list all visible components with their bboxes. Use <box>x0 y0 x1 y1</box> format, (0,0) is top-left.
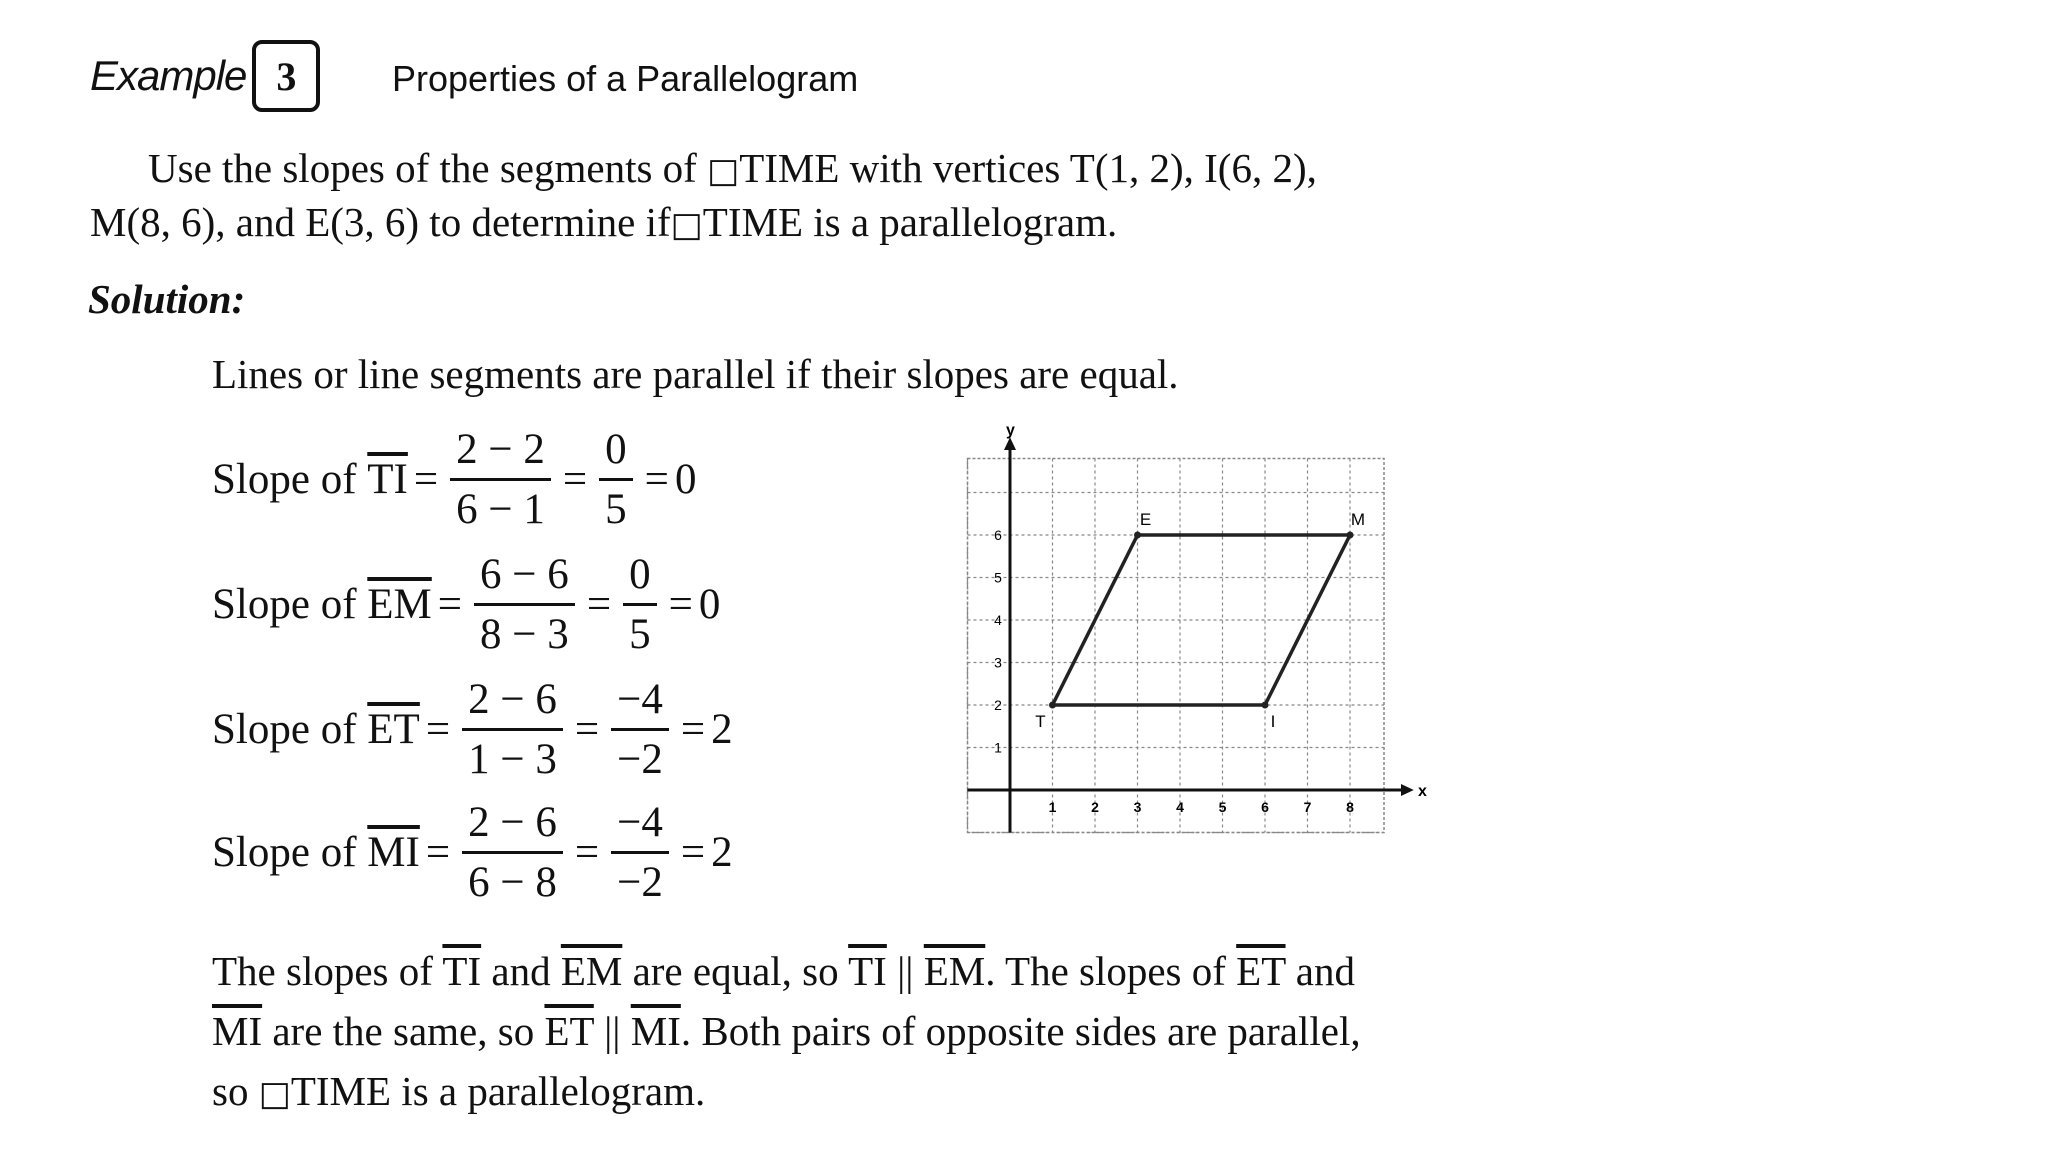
shape-name: TIME <box>739 145 840 191</box>
conclusion-line-2 <box>212 1005 1361 1057</box>
problem-text: M(8, 6), and E(3, 6) to determine if <box>90 199 671 245</box>
vertex-point <box>1262 702 1269 709</box>
x-tick-label: 3 <box>1133 799 1142 815</box>
y-tick-label: 2 <box>994 697 1002 713</box>
fraction <box>599 425 633 534</box>
shape-name: TIME <box>290 1068 392 1114</box>
fraction <box>611 798 669 907</box>
y-axis-arrow-icon <box>1004 437 1016 450</box>
fraction <box>462 675 563 784</box>
numerator: 0 <box>605 426 627 473</box>
fraction <box>611 675 669 784</box>
problem-text: is a parallelogram. <box>813 199 1118 245</box>
numerator: −4 <box>617 676 663 723</box>
numerator: 2 − 6 <box>468 676 557 723</box>
equals-sign: = <box>437 581 463 628</box>
segment-name: $\overline{MI}$ <box>630 1008 681 1054</box>
example-heading <box>90 40 320 112</box>
conclusion-line-1 <box>212 945 1355 997</box>
fraction <box>462 798 563 907</box>
parallelogram-symbol: □ <box>258 1074 291 1114</box>
conclusion-text: are the same, so <box>272 1008 535 1054</box>
denominator: 6 − 8 <box>468 859 557 906</box>
graph-grid <box>968 459 1385 833</box>
equals-sign: = <box>680 829 706 876</box>
numerator: 2 − 6 <box>468 799 557 846</box>
segment-name: $\overline{TI}$ <box>442 948 482 994</box>
numerator: 6 − 6 <box>480 551 569 598</box>
equals-sign: = <box>413 456 439 503</box>
slope-prefix: Slope of <box>212 456 357 503</box>
denominator: 6 − 1 <box>456 486 545 533</box>
vertex-label: M <box>1350 510 1366 529</box>
equals-sign: = <box>425 706 451 753</box>
graph-ticks <box>994 527 1354 815</box>
slope-result: 2 <box>711 706 733 753</box>
x-tick-label: 8 <box>1346 799 1354 815</box>
conclusion-text: so <box>212 1068 249 1114</box>
segment-name: $\overline{TI}$ <box>367 456 408 503</box>
slope-equation <box>212 798 733 907</box>
denominator: −2 <box>617 736 663 783</box>
slope-equation <box>212 675 733 784</box>
y-tick-label: 5 <box>994 569 1002 586</box>
conclusion-line-3 <box>212 1065 705 1120</box>
x-tick-label: 5 <box>1218 799 1227 815</box>
segment-name: $\overline{EM}$ <box>560 948 623 994</box>
denominator: 1 − 3 <box>468 736 557 783</box>
conclusion-text: . Both pairs of opposite sides are parallel, <box>680 1008 1361 1054</box>
x-tick-label: 4 <box>1176 799 1184 815</box>
segment-name: $\overline{TI}$ <box>848 948 887 994</box>
fraction <box>623 550 657 659</box>
vertex-point <box>1049 702 1056 709</box>
segment-name: $\overline{MI}$ <box>367 829 420 876</box>
vertex-point <box>1347 532 1354 539</box>
x-axis-label: x <box>1418 783 1427 800</box>
denominator: 5 <box>629 611 651 658</box>
problem-text: with vertices T(1, 2), I(6, 2), <box>849 145 1317 191</box>
segment-name: $\overline{ET}$ <box>1236 948 1286 994</box>
segment-name: $\overline{EM}$ <box>367 581 432 628</box>
problem-line-1 <box>148 142 1317 197</box>
vertex-label: E <box>1139 510 1152 529</box>
denominator: −2 <box>617 859 663 906</box>
fraction <box>450 425 551 534</box>
lesson-title: Properties of a Parallelogram <box>392 58 859 99</box>
solution-label: Solution: <box>88 276 246 322</box>
conclusion-text: and <box>1295 948 1355 994</box>
segment-name: $\overline{MI}$ <box>212 1008 263 1054</box>
equals-sign: = <box>574 829 600 876</box>
parallel-rule: Lines or line segments are parallel if their slopes are equal. <box>212 351 1179 397</box>
y-tick-label: 3 <box>994 654 1002 671</box>
problem-text: Use the slopes of the segments of <box>148 145 697 191</box>
conclusion-text: are equal, so <box>632 948 839 994</box>
numerator: −4 <box>617 799 663 846</box>
equals-sign: = <box>668 581 693 628</box>
vertex-point <box>1134 532 1141 539</box>
y-tick-label: 1 <box>994 739 1002 756</box>
equals-sign: = <box>574 706 600 753</box>
x-tick-label: 1 <box>1048 799 1057 815</box>
slope-result: 0 <box>674 456 697 503</box>
example-number-badge: 3 <box>252 40 320 112</box>
parallel-symbol: || <box>604 1008 621 1054</box>
coordinate-graph <box>960 422 1427 840</box>
equals-sign: = <box>562 456 588 503</box>
slope-prefix: Slope of <box>212 581 357 628</box>
slope-result: 0 <box>698 581 721 628</box>
shape-name: TIME <box>702 199 803 245</box>
slope-equation <box>212 550 720 659</box>
conclusion-text: The slopes of <box>212 948 433 994</box>
y-tick-label: 6 <box>994 527 1002 543</box>
parallel-symbol: || <box>897 948 914 994</box>
equals-sign: = <box>586 581 612 628</box>
parallelogram-symbol: □ <box>670 205 703 245</box>
denominator: 5 <box>605 486 627 533</box>
segment-name: $\overline{ET}$ <box>367 706 420 753</box>
slope-prefix: Slope of <box>212 829 357 876</box>
segment-name: $\overline{ET}$ <box>544 1008 594 1054</box>
graph-axes <box>968 422 1428 832</box>
example-label: Example <box>90 52 247 99</box>
slope-result: 2 <box>711 829 733 876</box>
equals-sign: = <box>680 706 706 753</box>
numerator: 0 <box>629 551 651 598</box>
equals-sign: = <box>644 456 669 503</box>
vertex-label: T <box>1035 712 1046 731</box>
y-tick-label: 4 <box>994 612 1002 628</box>
equals-sign: = <box>425 829 451 876</box>
parallelogram-symbol: □ <box>707 151 740 191</box>
segment-name: $\overline{EM}$ <box>923 948 986 994</box>
x-tick-label: 7 <box>1303 799 1312 815</box>
y-axis-label: y <box>1006 422 1015 440</box>
x-axis-arrow-icon <box>1401 784 1414 796</box>
slope-prefix: Slope of <box>212 706 357 753</box>
grid-border <box>968 459 1385 833</box>
denominator: 8 − 3 <box>480 611 569 658</box>
numerator: 2 − 2 <box>456 426 545 473</box>
fraction <box>474 550 575 659</box>
conclusion-text: and <box>491 948 551 994</box>
vertex-label: I <box>1270 712 1276 731</box>
slope-equation <box>212 425 696 534</box>
conclusion-text: is a parallelogram. <box>401 1068 706 1114</box>
x-tick-label: 6 <box>1261 799 1269 815</box>
x-tick-label: 2 <box>1091 799 1099 815</box>
problem-line-2 <box>90 196 1117 251</box>
conclusion-text: . The slopes of <box>985 948 1226 994</box>
